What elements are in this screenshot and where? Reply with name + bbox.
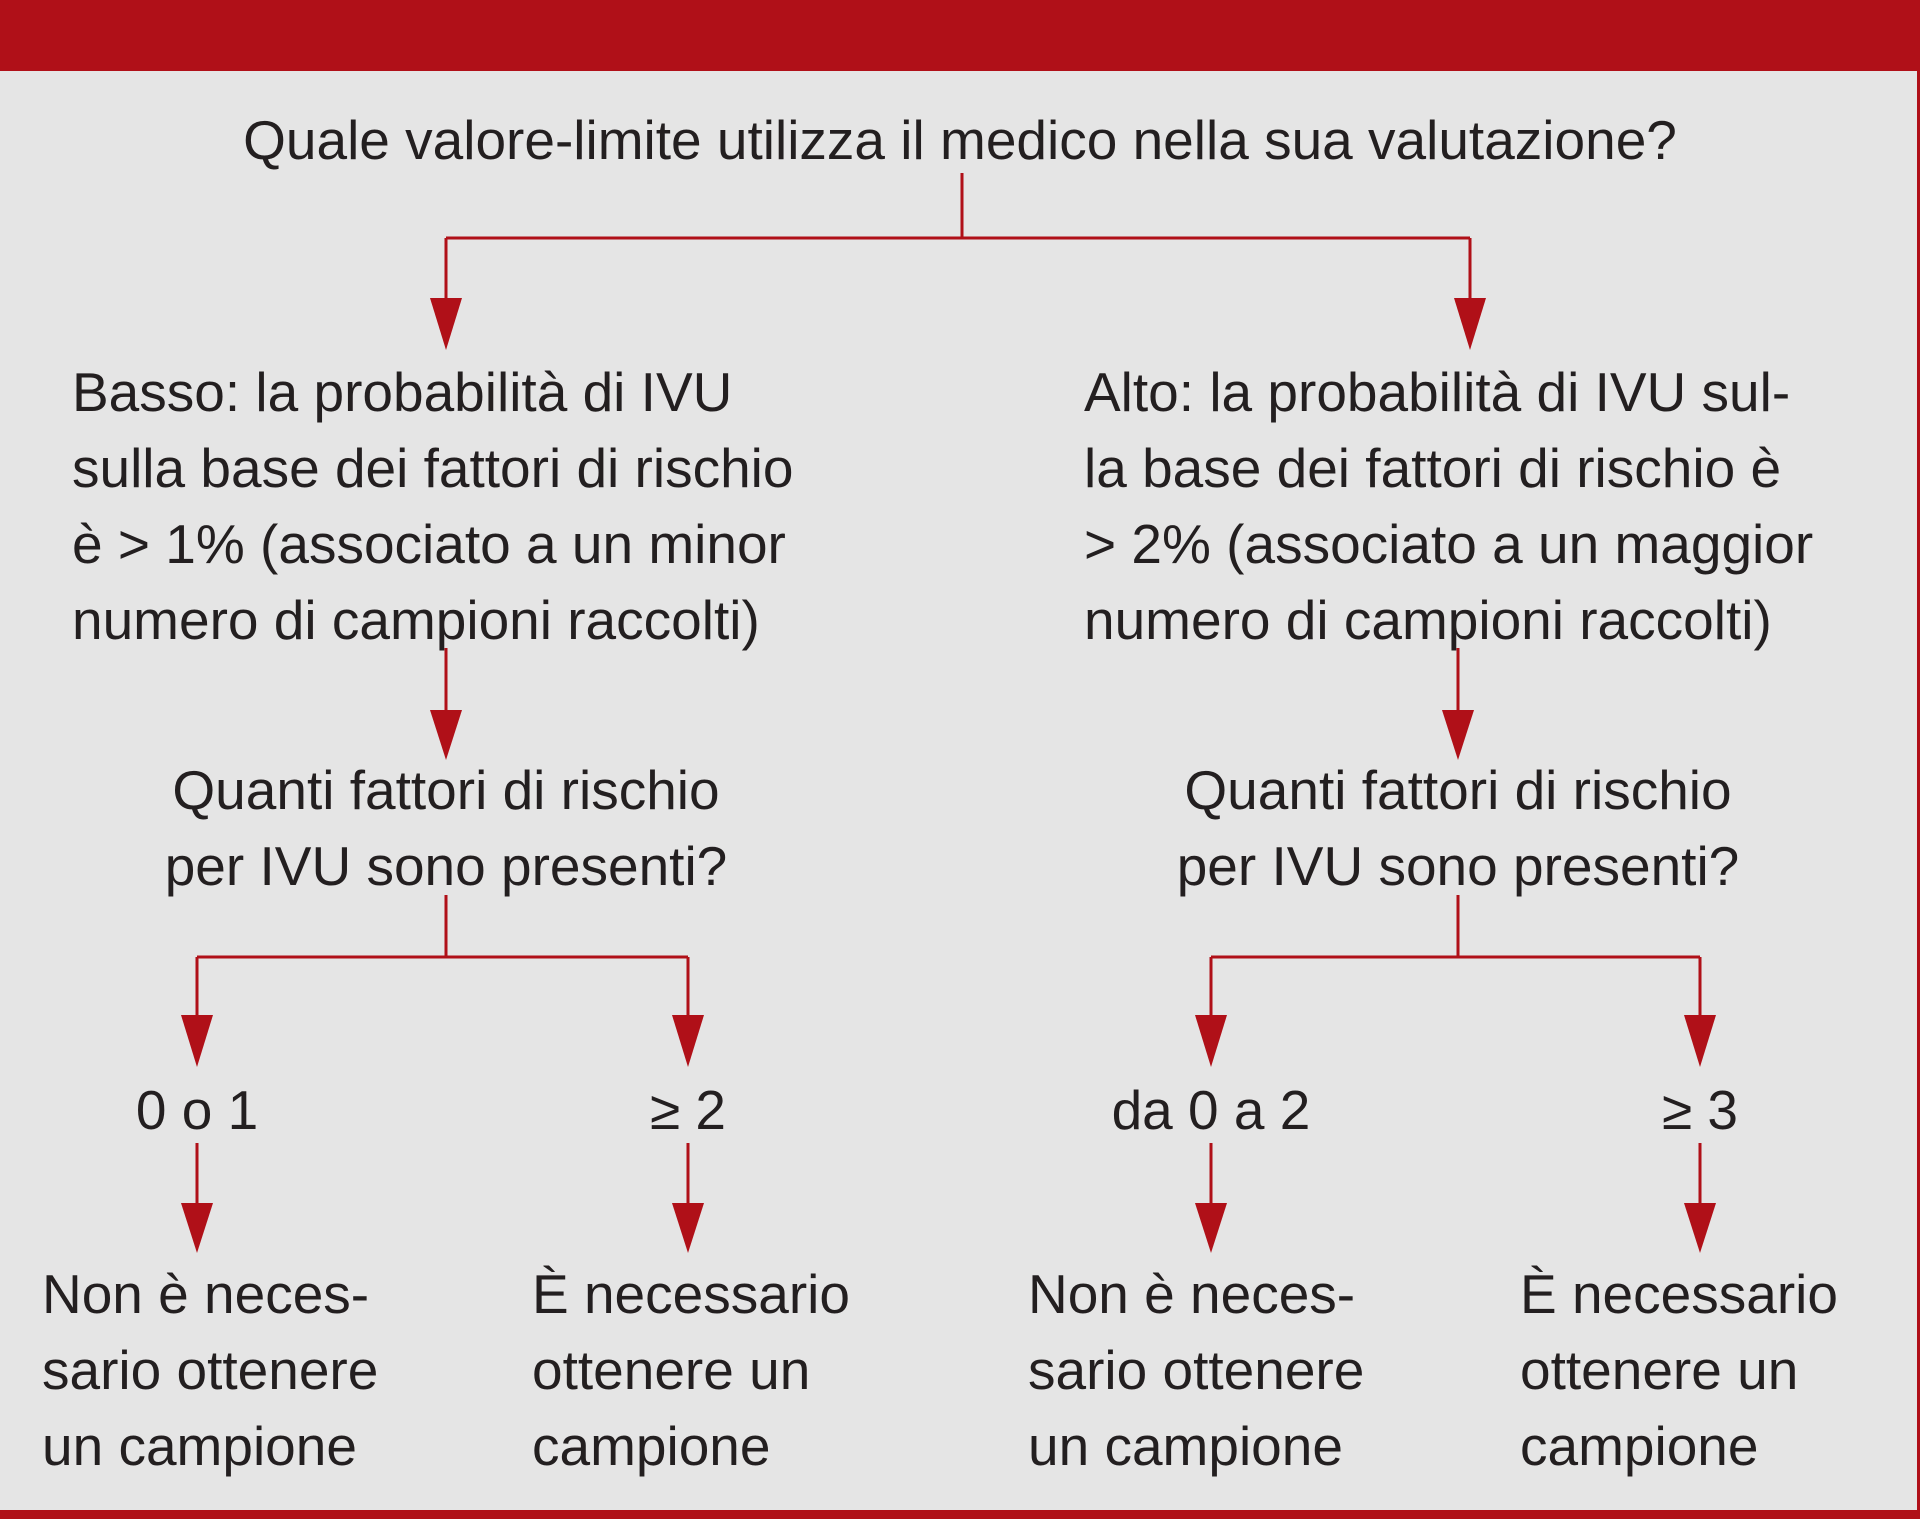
arrow-head <box>1684 1015 1716 1067</box>
arrow-head <box>1195 1015 1227 1067</box>
arrow-head <box>1195 1203 1227 1253</box>
right-outcome-not-needed: Non è neces- sario ottenere un campione <box>1028 1263 1365 1477</box>
left-outcome-needed: È necessario ottenere un campione <box>532 1263 850 1477</box>
arrow-head <box>1454 298 1486 350</box>
right-option-low: da 0 a 2 <box>1111 1079 1311 1141</box>
left-option-high: ≥ 2 <box>649 1079 727 1141</box>
left-threshold-text: Basso: la probabilità di IVU sulla base dei fattori di rischio è > 1% (associato a un minor numero di campioni raccolti) <box>72 361 794 651</box>
right-outcome-needed: È necessario ottenere un campione <box>1520 1263 1838 1477</box>
right-option-high: ≥ 3 <box>1661 1079 1739 1141</box>
arrow-head <box>181 1015 213 1067</box>
right-risk-question: Quanti fattori di rischio per IVU sono presenti? <box>1176 759 1740 897</box>
arrow-head <box>181 1203 213 1253</box>
arrow-head <box>672 1015 704 1067</box>
main-question: Quale valore-limite utilizza il medico nella sua valutazione? <box>243 109 1677 171</box>
left-outcome-not-needed: Non è neces- sario ottenere un campione <box>42 1263 379 1477</box>
arrow-head <box>1684 1203 1716 1253</box>
left-risk-question: Quanti fattori di rischio per IVU sono presenti? <box>164 759 728 897</box>
arrow-head <box>672 1203 704 1253</box>
left-option-low: 0 o 1 <box>135 1079 259 1141</box>
right-threshold-text: Alto: la probabilità di IVU sul- la base dei fattori di rischio è > 2% (associato a un maggior numero di campioni raccolti) <box>1084 361 1814 651</box>
arrow-head <box>430 298 462 350</box>
